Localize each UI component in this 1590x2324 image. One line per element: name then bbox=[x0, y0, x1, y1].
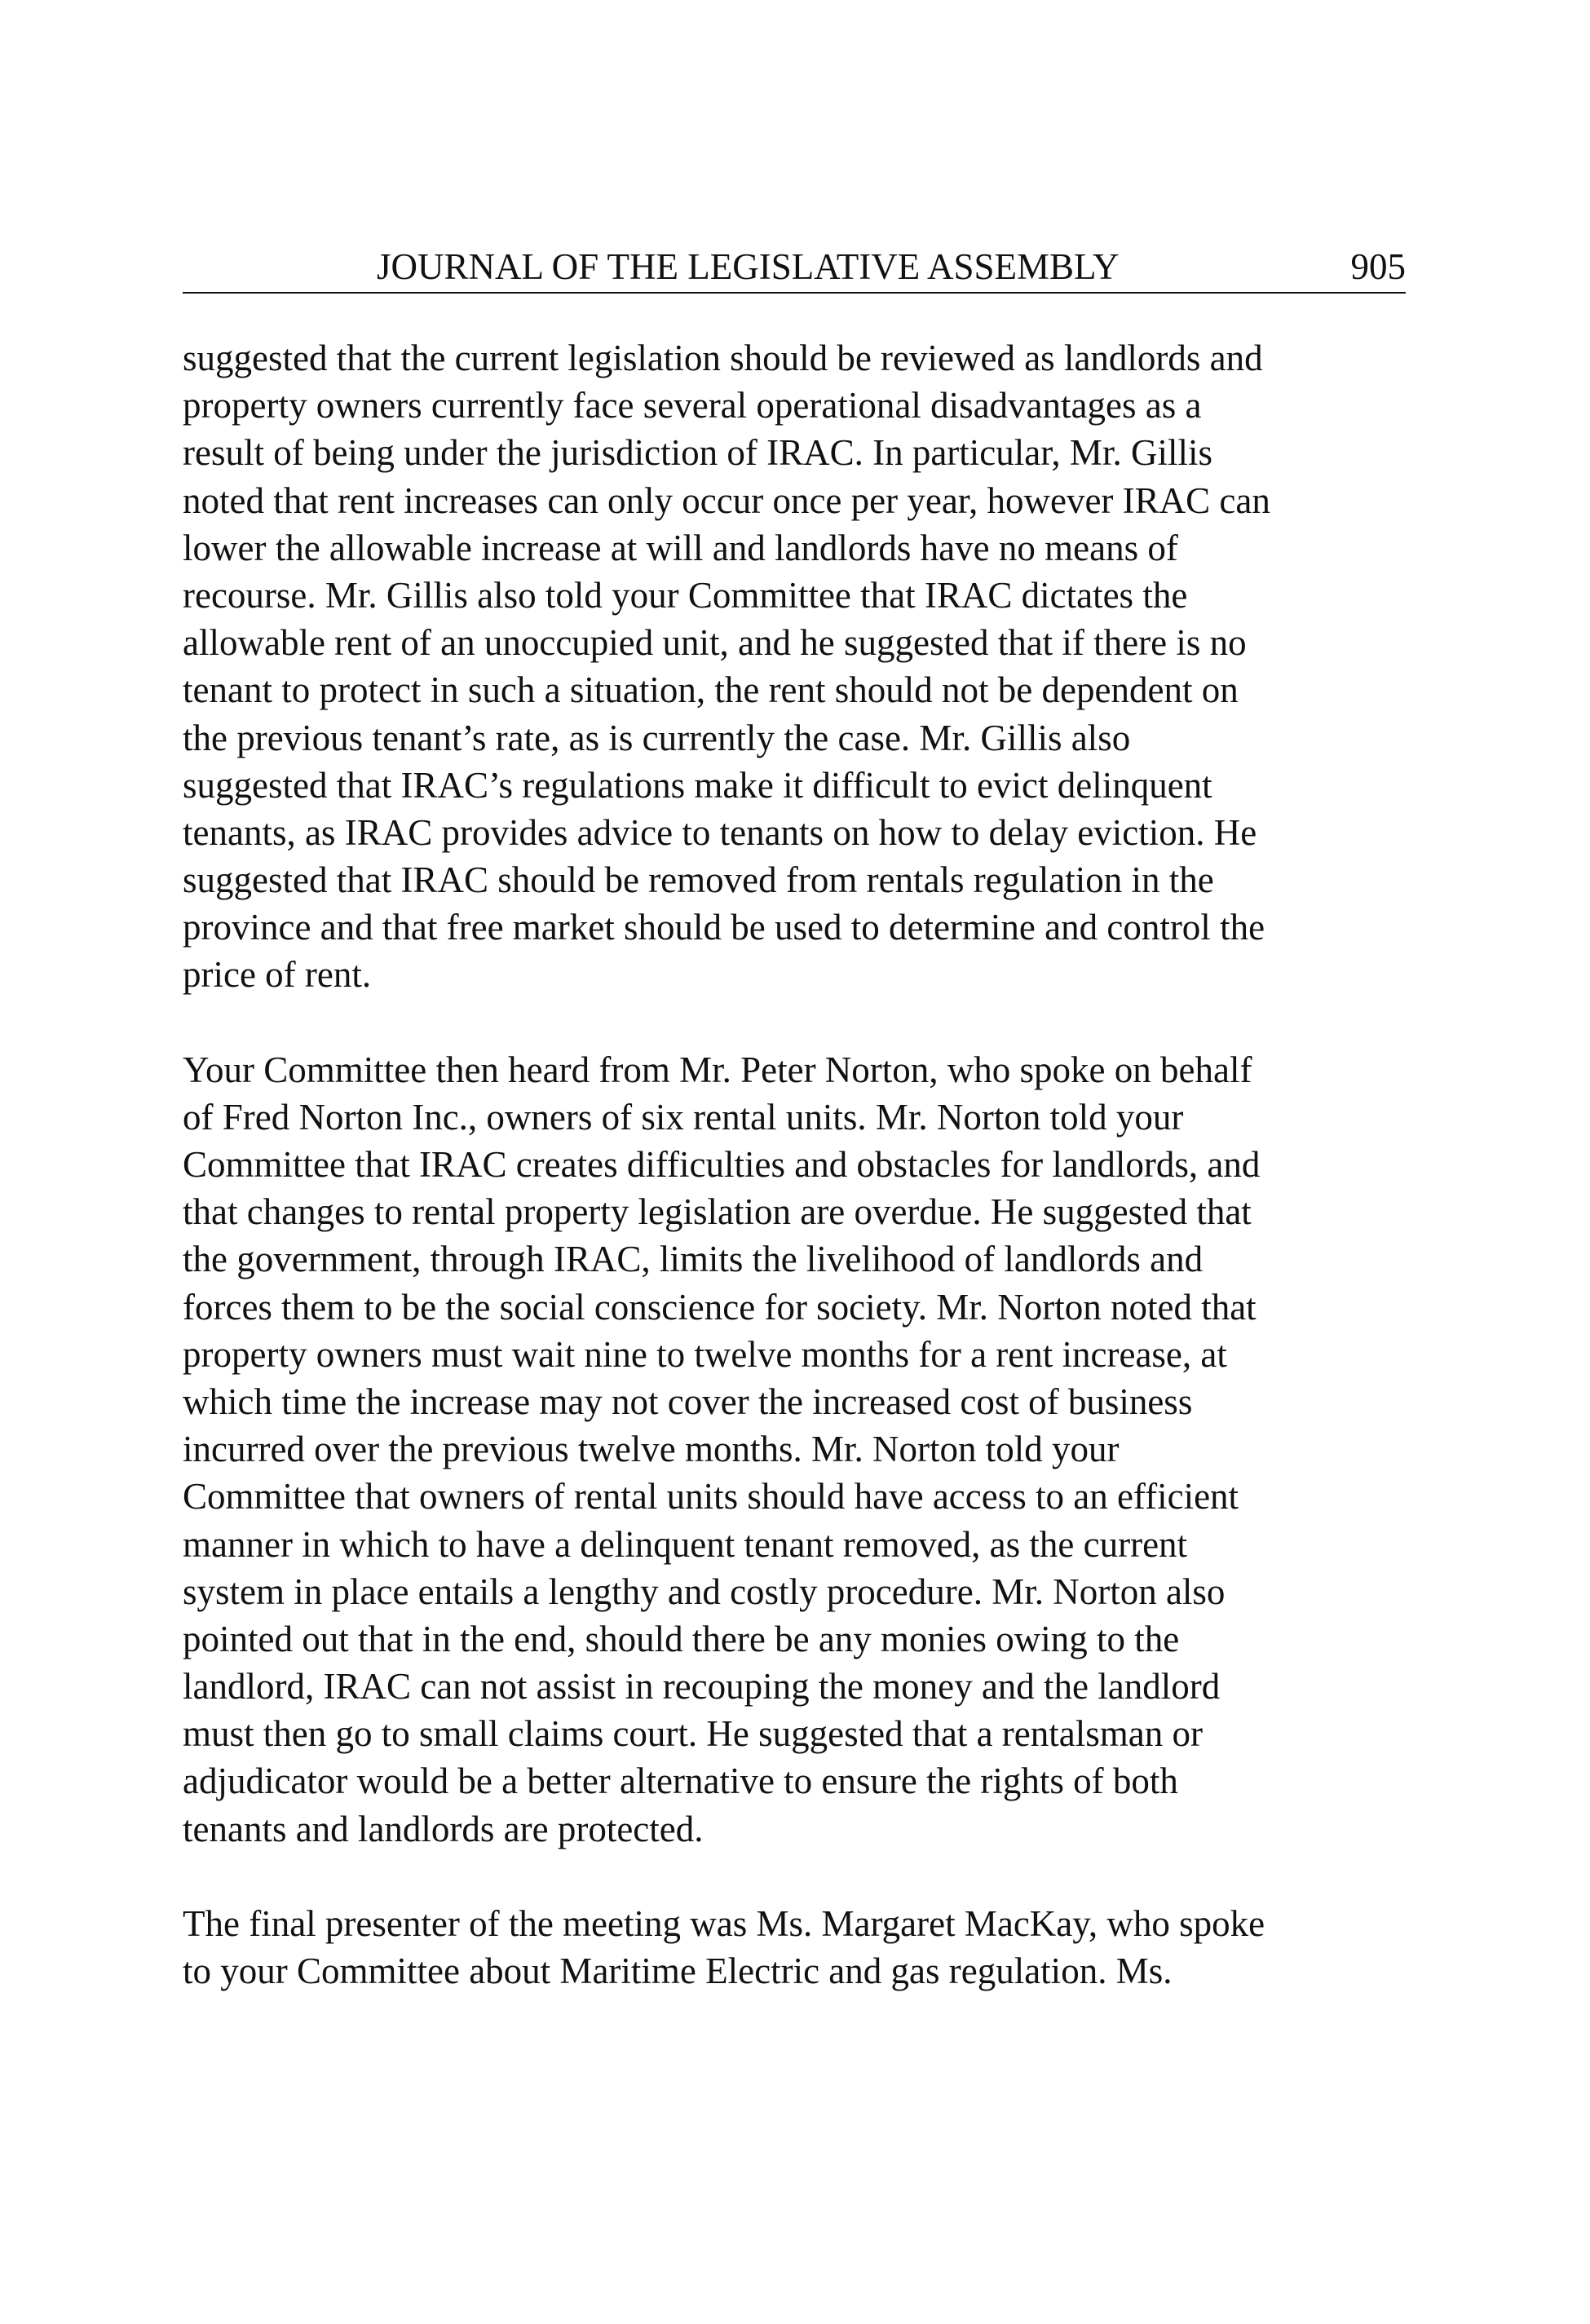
body-text bbox=[183, 334, 1406, 2042]
page-number: 905 bbox=[1350, 246, 1406, 287]
text-line: price of rent. bbox=[183, 954, 372, 996]
text-line: of Fred Norton Inc., owners of six rental units. Mr. Norton told your bbox=[183, 1096, 1184, 1138]
text-line: the government, through IRAC, limits the livelihood of landlords and bbox=[183, 1239, 1204, 1280]
text-line: tenants, as IRAC provides advice to tenants on how to delay eviction. He bbox=[183, 811, 1257, 853]
text-line: suggested that the current legislation should be reviewed as landlords and bbox=[183, 338, 1263, 378]
text-line: The final presenter of the meeting was Ms. Margaret MacKay, who spoke bbox=[183, 1902, 1265, 1944]
text-line: must then go to small claims court. He suggested that a rentalsman or bbox=[183, 1713, 1203, 1755]
text-line: tenant to protect in such a situation, the rent should not be dependent on bbox=[183, 669, 1239, 711]
text-line: Committee that owners of rental units should have access to an efficient bbox=[183, 1476, 1239, 1518]
text-line: suggested that IRAC’s regulations make it difficult to evict delinquent bbox=[183, 764, 1212, 806]
text-line: allowable rent of an unoccupied unit, and he suggested that if there is no bbox=[183, 622, 1247, 664]
text-line: province and that free market should be used to determine and control the bbox=[183, 907, 1265, 948]
text-line: landlord, IRAC can not assist in recouping the money and the landlord bbox=[183, 1666, 1221, 1708]
journal-title: JOURNAL OF THE LEGISLATIVE ASSEMBLY bbox=[377, 246, 1120, 287]
text-line: result of being under the jurisdiction of IRAC. In particular, Mr. Gillis bbox=[183, 432, 1212, 474]
text-line: which time the increase may not cover the increased cost of business bbox=[183, 1381, 1193, 1422]
text-line: tenants and landlords are protected. bbox=[183, 1808, 704, 1849]
text-line: suggested that IRAC should be removed from rentals regulation in the bbox=[183, 859, 1214, 901]
text-line: noted that rent increases can only occur once per year, however IRAC can bbox=[183, 479, 1270, 521]
text-line: Your Committee then heard from Mr. Peter Norton, who spoke on behalf bbox=[183, 1049, 1252, 1090]
text-line: pointed out that in the end, should there be any monies owing to the bbox=[183, 1618, 1180, 1659]
text-line: to your Committee about Maritime Electric and gas regulation. Ms. bbox=[183, 1951, 1173, 1991]
text-line: property owners currently face several operational disadvantages as a bbox=[183, 385, 1202, 426]
text-line: recourse. Mr. Gillis also told your Committee that IRAC dictates the bbox=[183, 574, 1188, 616]
text-line: system in place entails a lengthy and costly procedure. Mr. Norton also bbox=[183, 1571, 1226, 1612]
running-header bbox=[183, 241, 1406, 294]
paragraph-2 bbox=[183, 1046, 1406, 1853]
text-line: Committee that IRAC creates difficulties and obstacles for landlords, and bbox=[183, 1144, 1261, 1185]
text-line: property owners must wait nine to twelve months for a rent increase, at bbox=[183, 1333, 1227, 1375]
text-line: lower the allowable increase at will and landlords have no means of bbox=[183, 527, 1178, 568]
paragraph-3 bbox=[183, 1900, 1406, 1995]
paragraph-1 bbox=[183, 334, 1406, 999]
text-line: forces them to be the social conscience for society. Mr. Norton noted that bbox=[183, 1286, 1257, 1328]
text-line: that changes to rental property legislation are overdue. He suggested that bbox=[183, 1191, 1252, 1233]
text-line: incurred over the previous twelve months. Mr. Norton told your bbox=[183, 1429, 1120, 1470]
text-line: manner in which to have a delinquent tenant removed, as the current bbox=[183, 1523, 1188, 1565]
text-line: adjudicator would be a better alternative to ensure the rights of both bbox=[183, 1761, 1178, 1802]
text-line: the previous tenant’s rate, as is currently the case. Mr. Gillis also bbox=[183, 717, 1131, 758]
